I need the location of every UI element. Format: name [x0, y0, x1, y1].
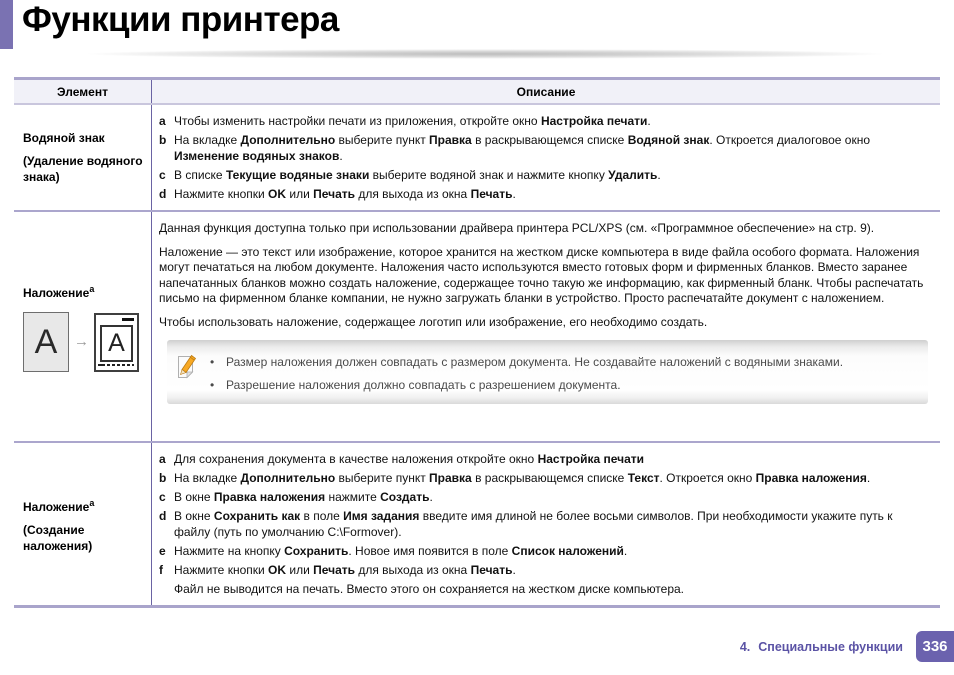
step-text: В списке Текущие водяные знаки выберите водяной знак и нажмите кнопку Удалить.: [174, 167, 661, 182]
note-pencil-icon: [176, 352, 199, 384]
column-header-element: Элемент: [14, 80, 152, 103]
footer-chapter-title: Специальные функции: [758, 639, 903, 654]
bullet-icon: •: [210, 378, 215, 392]
footnote-marker: a: [89, 497, 95, 508]
item-subtitle: (Удаление водяного знака): [23, 154, 143, 184]
table-row-overlay-create: [14, 441, 940, 605]
footer-section-number: 4.: [739, 639, 751, 654]
step-f: [159, 563, 930, 579]
step-b: [159, 133, 930, 164]
step-text: Чтобы изменить настройки печати из приложения, откройте окно Настройка печати.: [174, 114, 651, 128]
step-text: Для сохранения документа в качестве наложения откройте окно Настройка печати: [174, 452, 645, 466]
column-header-description: Описание: [516, 85, 576, 99]
arrow-right-icon: →: [74, 333, 89, 350]
step-letter: a: [159, 452, 166, 466]
title-divider: [16, 49, 954, 62]
step-a: [159, 114, 930, 130]
description-cell: [152, 443, 940, 605]
description-cell: [152, 212, 940, 441]
step-letter: e: [159, 543, 166, 558]
step-text: Нажмите на кнопку Сохранить. Новое имя появится в поле Список наложений.: [174, 543, 628, 558]
step-text: На вкладке Дополнительно выберите пункт Правка в раскрывающемся списке Водяной знак. Откроется диалоговое окно Изменение водяных знаков.: [174, 133, 871, 163]
step-c: [159, 168, 930, 184]
paragraph: Наложение — это текст или изображение, которое хранится на жестком диске компьютера в виде файла особого формата. Наложения могут печататься на любом документе. Наложения часто используются вместо готовых форм и фирменных бланков. Вместо заранее напечатанных бланков можно создать наложение, содержащее точно такую же информацию, как фирменный бланк. Чтобы распечатать письмо на фирменном бланке компании, не нужно загружать бланки в устройство. Просто распечатайте документ с наложением.: [159, 244, 924, 305]
title-accent-bar: [0, 0, 13, 49]
footnote-marker: a: [89, 284, 95, 294]
step-letter: b: [159, 133, 167, 147]
table-header-row: [14, 80, 940, 105]
step-letter: b: [159, 471, 167, 485]
item-title: Наложение$^a$: [23, 284, 95, 300]
overlay-figure: [23, 312, 145, 372]
overlay-after-page: [94, 313, 139, 372]
item-title: Водяной знак: [23, 131, 105, 145]
page-footer: [740, 631, 954, 662]
item-subtitle: (Создание наложения): [23, 522, 93, 553]
step-letter: a: [159, 114, 166, 128]
trailing-note: [159, 582, 930, 598]
step-letter: [159, 582, 174, 598]
step-text: На вкладке Дополнительно выберите пункт Правка в раскрывающемся списке Текст. Откроется окно Правка наложения.: [174, 471, 871, 485]
step-text: В окне Правка наложения нажмите Создать.: [174, 490, 433, 504]
step-text: Нажмите кнопки OK или Печать для выхода из окна Печать.: [174, 562, 516, 577]
paragraph: Данная функция доступна только при использовании драйвера принтера PCL/XPS (см. «Программное обеспечение» на стр. 9).: [159, 221, 875, 235]
bullet-icon: •: [210, 355, 215, 369]
note-text: Размер наложения должен совпадать с размером документа. Не создавайте наложений с водяными знаками.: [226, 355, 844, 369]
note-items: [210, 352, 843, 393]
overlay-frame: A: [100, 325, 133, 362]
step-letter: c: [159, 167, 166, 182]
step-a: [159, 452, 930, 468]
step-text: Файл не выводится на печать. Вместо этого он сохраняется на жестком диске компьютера.: [174, 581, 685, 596]
overlay-before-page: A: [23, 312, 69, 372]
step-letter: f: [159, 562, 163, 577]
page-header-bar: [122, 318, 134, 321]
element-cell: [14, 212, 152, 441]
page-title: Функции принтера: [22, 0, 339, 39]
page-number-badge: 336: [916, 631, 954, 662]
page-footer-dashes: [107, 364, 134, 366]
step-d: [159, 187, 930, 203]
printer-features-table: [14, 77, 940, 608]
table-row-overlay-description: [14, 210, 940, 441]
element-cell: [14, 105, 152, 210]
note-text: Разрешение наложения должно совпадать с разрешением документа.: [226, 378, 621, 392]
step-letter: c: [159, 490, 166, 504]
note-box: [167, 340, 928, 404]
step-e: [159, 544, 930, 560]
description-cell: [152, 105, 940, 210]
table-row-watermark-delete: [14, 105, 940, 210]
paragraph: Чтобы использовать наложение, содержащее логотип или изображение, его необходимо создать.: [159, 314, 708, 329]
page-footer-line: [98, 364, 105, 366]
note-item: [210, 377, 843, 393]
element-cell: [14, 443, 152, 605]
item-title: Наложение$^a$: [23, 497, 95, 514]
step-c: [159, 490, 930, 506]
step-letter: d: [159, 509, 167, 523]
step-b: [159, 471, 930, 487]
step-text: Нажмите кнопки OK или Печать для выхода из окна Печать.: [174, 186, 516, 201]
step-text: В окне Сохранить как в поле Имя задания введите имя длиной не более восьми символов. При необходимости укажите путь к файлу (путь по умолчанию C:\Formover).: [174, 509, 893, 539]
note-item: [210, 354, 843, 370]
step-letter: d: [159, 186, 167, 201]
step-d: [159, 509, 930, 540]
